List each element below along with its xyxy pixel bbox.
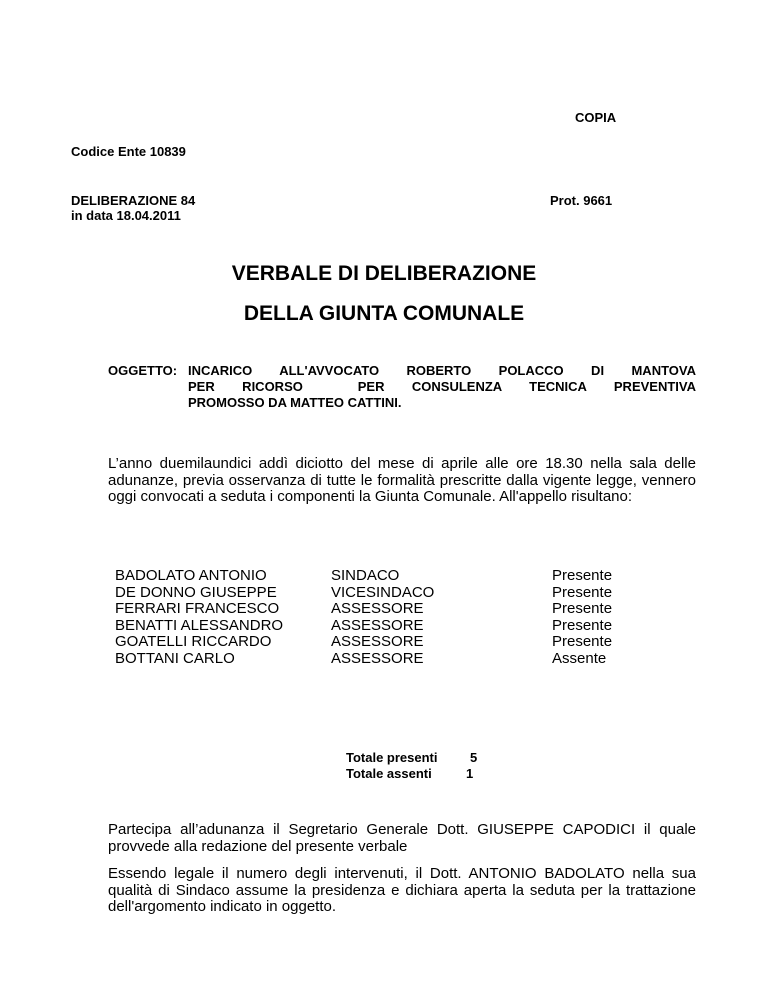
member-name: GOATELLI RICCARDO: [115, 633, 272, 650]
member-role: VICESINDACO: [331, 583, 435, 601]
member-role: SINDACO: [331, 567, 400, 584]
intro-paragraph: L’anno duemilaundici addì diciotto del mese di aprile alle ore 18.30 nella sala delle adunanze, previa osservanza di tutte le formalità prescritte dalla vigente legge, vennero oggi convocati a seduta i componenti la Giunta Comunale. All'appello risultano:: [108, 455, 696, 505]
member-name: BENATTI ALESSANDRO: [115, 616, 284, 634]
total-present-label: Totale presenti: [346, 750, 438, 765]
member-status: Presente: [552, 633, 613, 650]
deliberation-number: DELIBERAZIONE 84: [71, 193, 196, 208]
member-status: Presente: [552, 583, 613, 601]
subject-line-3: PROMOSSO DA MATTEO CATTINI.: [188, 395, 402, 410]
total-absent-label: Totale assenti: [346, 766, 432, 781]
member-status: Presente: [552, 616, 613, 634]
member-status-column: [552, 568, 652, 667]
member-name: BOTTANI CARLO: [115, 649, 235, 667]
member-status: Presente: [552, 567, 613, 584]
secretary-paragraph: Partecipa all’adunanza il Segretario Generale Dott. GIUSEPPE CAPODICI il quale provvede alla redazione del presente verbale: [108, 821, 696, 855]
page-title: VERBALE DI DELIBERAZIONE: [231, 262, 537, 285]
copy-label: COPIA: [575, 110, 617, 125]
subject-line-2: PER RICORSO PER CONSULENZA TECNICA PREVENTIVA: [188, 379, 696, 394]
member-role: ASSESSORE: [331, 633, 424, 650]
subject-label: OGGETTO:: [108, 363, 178, 378]
subject-line-1: INCARICO ALL'AVVOCATO ROBERTO POLACCO DI MANTOVA: [188, 363, 696, 378]
member-role: ASSESSORE: [331, 649, 424, 667]
presidency-paragraph: Essendo legale il numero degli intervenuti, il Dott. ANTONIO BADOLATO nella sua qualità di Sindaco assume la presidenza e dichiara aperta la seduta per la trattazione dell'argomento indicato in oggetto.: [108, 865, 696, 915]
protocol-number: Prot. 9661: [550, 193, 613, 208]
member-role: ASSESSORE: [331, 600, 424, 617]
page-subtitle: DELLA GIUNTA COMUNALE: [243, 302, 525, 325]
total-absent-value: 1: [466, 766, 474, 781]
entity-code: Codice Ente 10839: [71, 144, 186, 159]
member-name: FERRARI FRANCESCO: [115, 600, 280, 617]
member-role: ASSESSORE: [331, 616, 424, 634]
total-present-value: 5: [470, 750, 478, 765]
member-names-column: [115, 568, 335, 667]
member-name: BADOLATO ANTONIO: [115, 567, 267, 584]
member-status: Assente: [552, 649, 607, 667]
member-roles-column: [331, 568, 481, 667]
member-name: DE DONNO GIUSEPPE: [115, 583, 277, 601]
member-status: Presente: [552, 600, 613, 617]
deliberation-date: in data 18.04.2011: [71, 208, 181, 223]
